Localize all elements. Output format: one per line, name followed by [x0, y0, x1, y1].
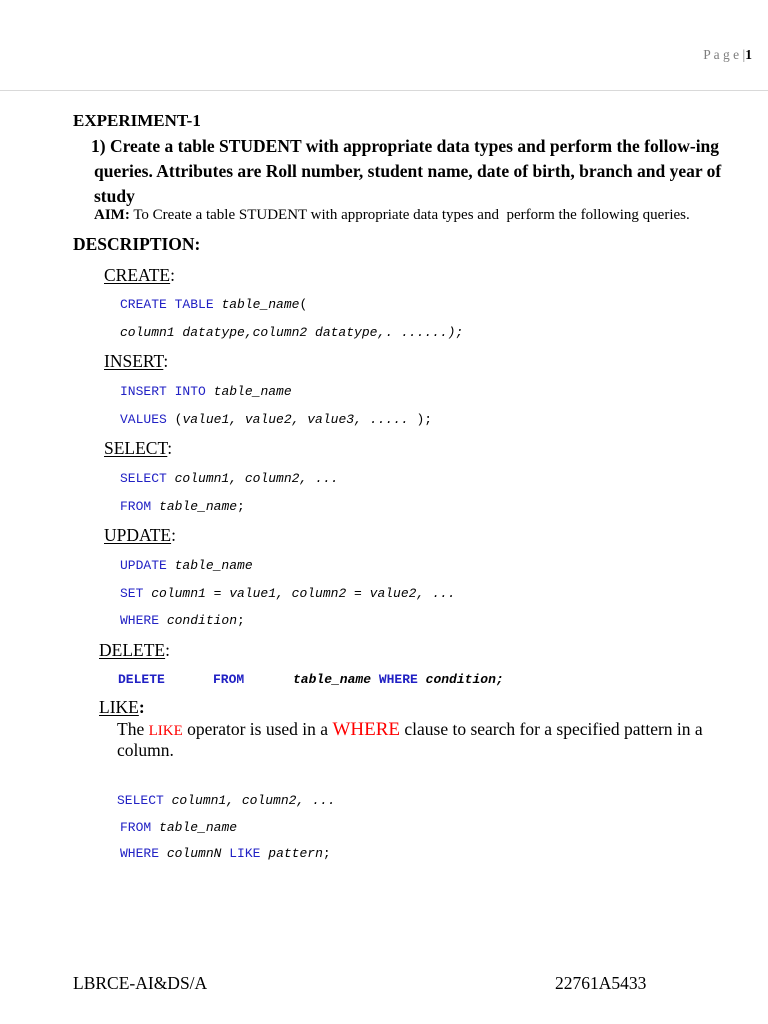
- aim-text: To Create a table STUDENT with appropriate data types and perform the following queries.: [133, 207, 690, 223]
- sql-keyword: CREATE TABLE: [120, 297, 214, 312]
- code-line: [120, 297, 307, 313]
- section-title: SELECT: [104, 438, 168, 458]
- section-colon: :: [171, 525, 176, 545]
- section-title: UPDATE: [104, 525, 172, 545]
- like-text: operator is used in a: [187, 719, 329, 739]
- insert-heading: [104, 351, 168, 371]
- sql-identifier: value1, value2, value3, .....: [182, 412, 409, 427]
- footer-right: 22761A5433: [555, 973, 647, 993]
- sql-identifier: table_name: [159, 499, 238, 514]
- code-line: [120, 613, 245, 629]
- like-text: The: [117, 719, 145, 739]
- sql-identifier: columnN: [166, 846, 222, 861]
- create-heading: [104, 265, 175, 285]
- section-title: CREATE: [104, 265, 171, 285]
- code-line: [120, 325, 463, 341]
- sql-keyword: WHERE: [120, 613, 160, 628]
- code-line: [117, 793, 335, 809]
- question-line: 1) Create a table STUDENT with appropriate data types and perform the follow-ing: [91, 136, 720, 156]
- page-separator: |: [742, 47, 746, 62]
- section-title: DELETE: [99, 640, 166, 660]
- question-line: queries. Attributes are Roll number, student name, date of birth, branch and year of: [94, 161, 722, 181]
- sql-keyword: WHERE: [120, 846, 160, 861]
- sql-keyword: FROM: [120, 820, 152, 835]
- section-colon: :: [170, 265, 175, 285]
- description-heading: DESCRIPTION:: [73, 234, 201, 254]
- select-heading: [104, 438, 172, 458]
- sql-punctuation: ;: [322, 846, 331, 861]
- sql-keyword: SELECT: [117, 793, 164, 808]
- sql-punctuation: );: [416, 412, 433, 427]
- section-colon: :: [165, 640, 170, 660]
- header-rule: [0, 90, 768, 91]
- sql-identifier: condition;: [425, 672, 504, 687]
- question-line: study: [94, 186, 135, 206]
- sql-identifier: table_name: [159, 820, 238, 835]
- footer-left: LBRCE-AI&DS/A: [73, 973, 208, 993]
- sql-punctuation: (: [299, 297, 308, 312]
- sql-identifier: column1 = value1, column2 = value2, ...: [151, 586, 456, 601]
- section-title: LIKE: [99, 697, 139, 717]
- sql-keyword: WHERE: [378, 672, 418, 687]
- sql-keyword: SET: [120, 586, 144, 601]
- sql-identifier: table_name: [221, 297, 300, 312]
- sql-punctuation: ;: [237, 613, 245, 628]
- like-text: clause to search for a specified pattern in a: [404, 719, 703, 739]
- code-line: [120, 499, 245, 515]
- sql-identifier: table_name: [174, 558, 253, 573]
- sql-keyword: FROM: [213, 672, 245, 687]
- section-colon: :: [167, 438, 173, 458]
- sql-identifier: condition: [166, 613, 238, 628]
- experiment-title: EXPERIMENT-1: [73, 111, 201, 130]
- like-keyword-highlight: LIKE: [148, 723, 183, 739]
- page-header: [703, 47, 752, 63]
- code-line: [0, 672, 768, 688]
- delete-heading: [99, 640, 170, 660]
- code-line: [120, 846, 331, 862]
- page-number: 1: [745, 47, 752, 62]
- update-heading: [104, 525, 176, 545]
- code-line: [120, 586, 455, 602]
- aim-label: AIM:: [94, 207, 130, 223]
- like-heading: [99, 697, 145, 717]
- section-title: INSERT: [104, 351, 164, 371]
- sql-keyword: FROM: [120, 499, 152, 514]
- like-description-line: [117, 719, 703, 741]
- sql-keyword: INSERT INTO: [120, 384, 206, 399]
- sql-identifier: column1, column2, ...: [174, 471, 339, 486]
- sql-clause: [293, 672, 504, 688]
- sql-punctuation: ;: [237, 499, 245, 514]
- code-line: [120, 384, 292, 400]
- code-line: [120, 471, 338, 487]
- sql-keyword: UPDATE: [120, 558, 167, 573]
- section-colon: :: [138, 697, 145, 717]
- sql-identifier: pattern: [268, 846, 323, 861]
- sql-identifier: column1 datatype,column2 datatype,. ......);: [120, 325, 464, 340]
- sql-identifier: column1, column2, ...: [171, 793, 336, 808]
- like-description-line: column.: [117, 740, 174, 760]
- section-colon: :: [163, 351, 169, 371]
- aim-line: [94, 206, 690, 224]
- sql-identifier: table_name: [213, 384, 292, 399]
- sql-keyword: DELETE: [118, 672, 165, 687]
- sql-punctuation: (: [174, 412, 183, 427]
- code-line: [120, 820, 237, 836]
- sql-keyword: LIKE: [229, 846, 261, 861]
- code-line: [120, 412, 432, 428]
- page-label: P a g e: [703, 47, 740, 62]
- sql-keyword: VALUES: [120, 412, 167, 427]
- sql-keyword: SELECT: [120, 471, 167, 486]
- code-line: [120, 558, 253, 574]
- sql-identifier: table_name: [293, 672, 372, 687]
- where-keyword-highlight: WHERE: [332, 719, 400, 740]
